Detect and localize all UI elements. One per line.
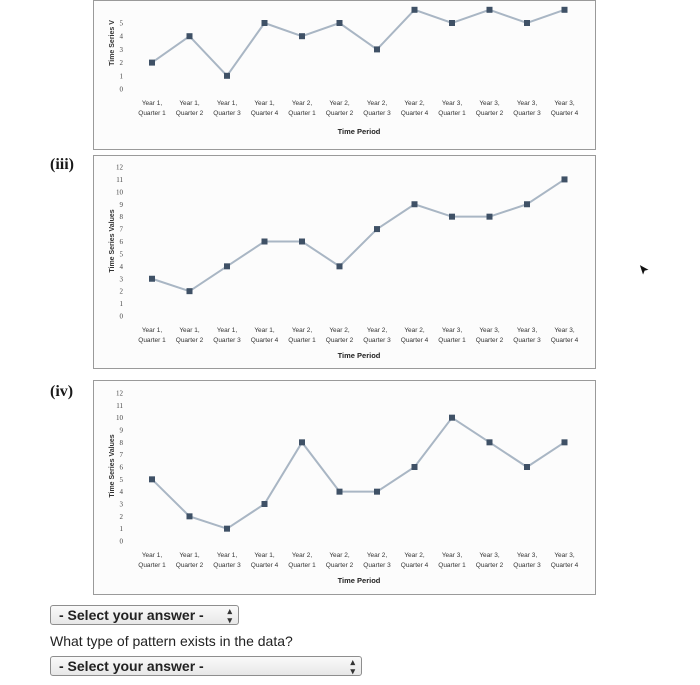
chart-iii-label: (iii): [50, 156, 74, 173]
y-tick-label: 12: [116, 389, 123, 398]
data-point: [262, 501, 268, 507]
data-point: [187, 33, 193, 39]
data-point: [487, 7, 493, 13]
x-tick-label-year: Year 1,: [254, 100, 275, 107]
x-tick-label-quarter: Quarter 1: [138, 337, 166, 344]
chart-iv: [93, 380, 596, 595]
x-tick-label-quarter: Quarter 1: [288, 337, 316, 344]
x-tick-label-quarter: Quarter 4: [250, 562, 279, 569]
x-tick-label-year: Year 1,: [179, 100, 200, 107]
data-point: [412, 464, 418, 470]
y-tick-label: 0: [119, 537, 123, 546]
x-tick-label-quarter: Quarter 2: [325, 110, 354, 117]
x-tick-label-year: Year 2,: [404, 552, 425, 559]
data-point: [449, 415, 455, 421]
updown-arrows-icon: ▴ ▾: [350, 657, 355, 676]
x-tick-label-year: Year 2,: [329, 100, 350, 107]
data-point: [149, 476, 155, 482]
x-tick-label-year: Year 2,: [291, 552, 313, 559]
x-tick-label-quarter: Quarter 2: [475, 562, 504, 569]
chart-iii-svg: [94, 156, 595, 368]
x-tick-label-year: Year 1,: [141, 552, 163, 559]
x-tick-label-year: Year 3,: [441, 552, 463, 559]
y-tick-label: 7: [119, 225, 123, 234]
data-point: [524, 464, 530, 470]
data-point: [149, 276, 155, 282]
series-line: [152, 418, 565, 529]
y-tick-label: 5: [119, 475, 123, 484]
x-tick-label-quarter: Quarter 3: [363, 110, 391, 117]
x-tick-label-year: Year 1,: [141, 100, 163, 107]
x-tick-label-quarter: Quarter 4: [400, 562, 429, 569]
y-tick-label: 4: [119, 488, 123, 497]
x-tick-label-year: Year 1,: [179, 327, 200, 334]
x-tick-label-quarter: Quarter 3: [213, 110, 241, 117]
x-tick-label-quarter: Quarter 1: [438, 110, 466, 117]
x-tick-label-year: Year 1,: [216, 552, 238, 559]
x-tick-label-quarter: Quarter 4: [550, 562, 579, 569]
x-tick-label-year: Year 2,: [366, 100, 388, 107]
x-tick-label-year: Year 2,: [404, 100, 425, 107]
x-tick-label-quarter: Quarter 2: [175, 562, 204, 569]
data-point: [524, 201, 530, 207]
x-tick-label-quarter: Quarter 3: [513, 110, 541, 117]
y-tick-label: 11: [116, 401, 123, 410]
x-tick-label-year: Year 3,: [479, 327, 500, 334]
answer-select-2[interactable]: [50, 656, 362, 676]
x-tick-label-quarter: Quarter 2: [175, 110, 204, 117]
y-tick-label: 1: [119, 525, 123, 534]
chart-top: [93, 0, 596, 150]
x-tick-label-year: Year 3,: [554, 100, 575, 107]
x-tick-label-year: Year 2,: [366, 327, 388, 334]
answer-select-2-value: - Select your answer -: [59, 658, 204, 674]
data-point: [187, 288, 193, 294]
data-point: [449, 214, 455, 220]
data-point: [262, 239, 268, 245]
data-point: [299, 239, 305, 245]
y-tick-label: 11: [116, 175, 123, 184]
y-tick-label: 1: [119, 72, 123, 81]
x-tick-label-year: Year 3,: [516, 100, 538, 107]
y-tick-label: 3: [119, 500, 123, 509]
x-tick-label-year: Year 2,: [404, 327, 425, 334]
x-tick-label-quarter: Quarter 1: [438, 337, 466, 344]
chart-iv-label: (iv): [50, 383, 74, 400]
data-point: [374, 226, 380, 232]
x-tick-label-quarter: Quarter 2: [175, 337, 204, 344]
data-point: [374, 46, 380, 52]
x-tick-label-year: Year 1,: [179, 552, 200, 559]
data-point: [449, 20, 455, 26]
x-tick-label-quarter: Quarter 3: [513, 562, 541, 569]
data-point: [337, 489, 343, 495]
x-tick-label-quarter: Quarter 3: [213, 337, 241, 344]
y-tick-label: 5: [119, 250, 123, 259]
x-tick-label-year: Year 2,: [329, 327, 350, 334]
y-tick-label: 2: [119, 59, 123, 68]
y-tick-label: 3: [119, 45, 123, 54]
data-point: [412, 201, 418, 207]
x-tick-label-quarter: Quarter 2: [475, 337, 504, 344]
question-text: What type of pattern exists in the data?: [50, 633, 293, 649]
y-tick-label: 2: [119, 512, 123, 521]
data-point: [299, 439, 305, 445]
y-tick-label: 0: [119, 312, 123, 321]
x-tick-label-year: Year 3,: [479, 552, 500, 559]
y-tick-label: 10: [116, 188, 123, 197]
y-tick-label: 8: [119, 213, 123, 222]
data-point: [374, 489, 380, 495]
x-tick-label-year: Year 1,: [216, 327, 238, 334]
data-point: [187, 513, 193, 519]
x-tick-label-year: Year 1,: [254, 327, 275, 334]
y-tick-label: 1: [119, 300, 123, 309]
x-tick-label-quarter: Quarter 2: [475, 110, 504, 117]
y-axis-label: Time Series Values: [109, 209, 116, 273]
data-point: [562, 176, 568, 182]
x-tick-label-year: Year 1,: [254, 552, 275, 559]
answer-select-1-value: - Select your answer -: [59, 607, 204, 623]
data-point: [149, 60, 155, 66]
x-tick-label-quarter: Quarter 3: [213, 562, 241, 569]
y-tick-label: 5: [119, 19, 123, 28]
x-tick-label-year: Year 3,: [441, 327, 463, 334]
x-tick-label-year: Year 1,: [141, 327, 163, 334]
data-point: [412, 7, 418, 13]
y-tick-label: 12: [116, 163, 123, 172]
data-point: [337, 263, 343, 269]
x-tick-label-quarter: Quarter 4: [550, 337, 579, 344]
series-line: [152, 10, 565, 76]
x-tick-label-year: Year 3,: [516, 552, 538, 559]
y-axis-label: Time Series V: [109, 20, 116, 66]
x-tick-label-quarter: Quarter 1: [138, 562, 166, 569]
x-tick-label-quarter: Quarter 4: [550, 110, 579, 117]
data-point: [562, 7, 568, 13]
data-point: [487, 439, 493, 445]
y-tick-label: 6: [119, 238, 123, 246]
x-tick-label-year: Year 2,: [291, 100, 313, 107]
data-point: [487, 214, 493, 220]
y-tick-label: 4: [119, 32, 123, 41]
x-tick-label-year: Year 3,: [554, 552, 575, 559]
x-tick-label-quarter: Quarter 1: [438, 562, 466, 569]
x-tick-label-quarter: Quarter 3: [363, 337, 391, 344]
x-axis-title: Time Period: [337, 127, 381, 136]
x-tick-label-quarter: Quarter 2: [325, 562, 354, 569]
x-tick-label-quarter: Quarter 1: [138, 110, 166, 117]
chart-iii: [93, 155, 596, 369]
x-tick-label-year: Year 3,: [554, 327, 575, 334]
x-tick-label-year: Year 3,: [441, 100, 463, 107]
x-tick-label-year: Year 3,: [479, 100, 500, 107]
y-tick-label: 7: [119, 451, 123, 460]
y-axis-label: Time Series Values: [109, 434, 116, 498]
y-tick-label: 4: [119, 262, 123, 271]
y-tick-label: 9: [119, 426, 123, 435]
x-tick-label-year: Year 2,: [329, 552, 350, 559]
x-tick-label-year: Year 1,: [216, 100, 238, 107]
mouse-pointer-icon: [638, 262, 652, 278]
x-axis-title: Time Period: [337, 351, 381, 360]
series-line: [152, 179, 565, 291]
data-point: [562, 439, 568, 445]
y-tick-label: 9: [119, 200, 123, 209]
data-point: [337, 20, 343, 26]
data-point: [524, 20, 530, 26]
x-tick-label-quarter: Quarter 4: [400, 110, 429, 117]
x-tick-label-quarter: Quarter 1: [288, 110, 316, 117]
x-tick-label-year: Year 3,: [516, 327, 538, 334]
chart-iv-svg: [94, 381, 595, 594]
x-tick-label-quarter: Quarter 4: [250, 110, 279, 117]
x-tick-label-quarter: Quarter 2: [325, 337, 354, 344]
updown-arrows-icon: ▴ ▾: [227, 606, 232, 625]
data-point: [224, 263, 230, 269]
x-tick-label-year: Year 2,: [291, 327, 313, 334]
x-tick-label-quarter: Quarter 4: [400, 337, 429, 344]
y-tick-label: 3: [119, 275, 123, 284]
x-axis-title: Time Period: [337, 576, 381, 585]
x-tick-label-quarter: Quarter 1: [288, 562, 316, 569]
data-point: [224, 526, 230, 532]
y-tick-label: 2: [119, 287, 123, 296]
answer-select-1[interactable]: [50, 605, 239, 625]
x-tick-label-quarter: Quarter 3: [513, 337, 541, 344]
chart-top-svg: [94, 1, 595, 149]
data-point: [262, 20, 268, 26]
y-tick-label: 8: [119, 438, 123, 447]
data-point: [299, 33, 305, 39]
x-tick-label-quarter: Quarter 4: [250, 337, 279, 344]
y-tick-label: 10: [116, 414, 123, 423]
x-tick-label-year: Year 2,: [366, 552, 388, 559]
data-point: [224, 73, 230, 79]
y-tick-label: 6: [119, 463, 123, 472]
y-tick-label: 0: [119, 85, 123, 94]
x-tick-label-quarter: Quarter 3: [363, 562, 391, 569]
